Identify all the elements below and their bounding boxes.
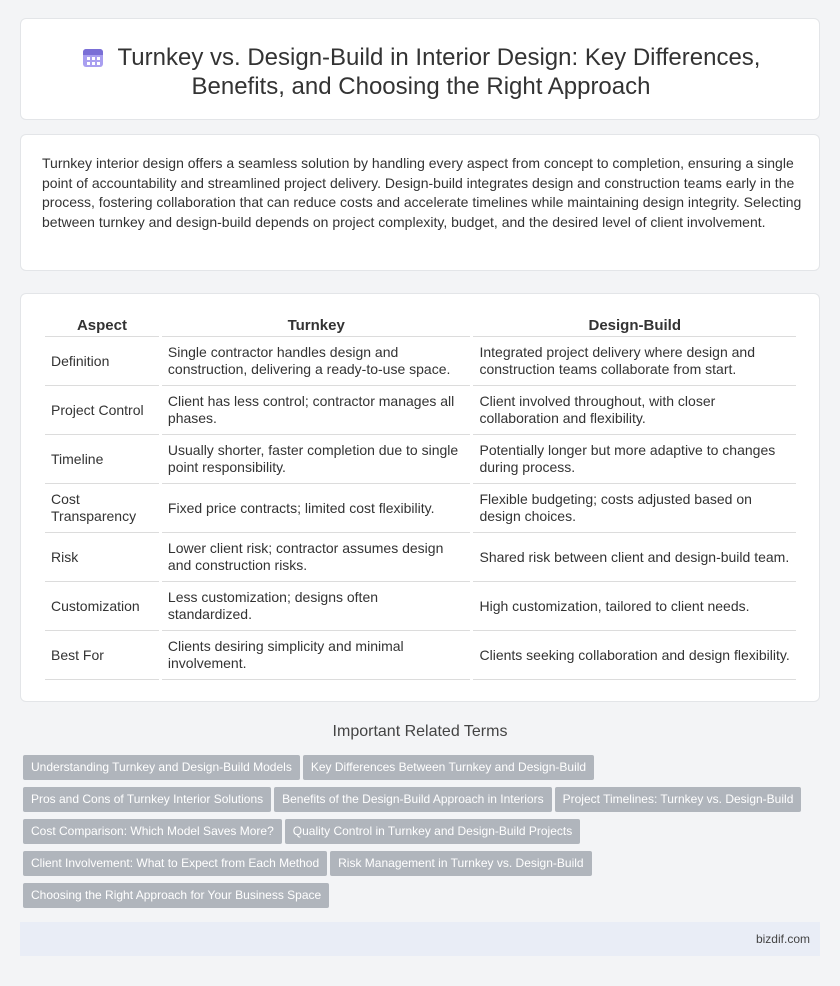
turnkey-cell: Lower client risk; contractor assumes design and construction risks.	[162, 533, 471, 582]
turnkey-cell: Less customization; designs often standardized.	[162, 582, 471, 631]
footer	[20, 922, 820, 956]
related-terms-heading: Important Related Terms	[332, 723, 508, 740]
table-row	[45, 386, 796, 435]
related-term-tag[interactable]: Cost Comparison: Which Model Saves More?	[23, 819, 282, 844]
related-terms-list	[23, 755, 823, 915]
aspect-cell: Timeline	[45, 435, 159, 484]
intro-text: Turnkey interior design offers a seamless solution by handling every aspect from concept to completion, ensuring a single point of accountability and streamlined project delivery. Design-build integrates design and construction teams early in the process, fostering collaboration that can reduce costs and accelerate timelines while maintaining design integrity. Selecting between turnkey and design-build depends on project complexity, budget, and the desired level of client involvement.	[42, 155, 802, 230]
page-title	[21, 43, 821, 101]
aspect-cell: Definition	[45, 337, 159, 386]
table-row	[45, 435, 796, 484]
table-header-row	[45, 315, 796, 337]
comparison-table-card	[20, 293, 820, 702]
intro-card	[20, 134, 820, 271]
related-term-tag[interactable]: Benefits of the Design-Build Approach in Interiors	[274, 787, 551, 812]
related-term-tag[interactable]: Client Involvement: What to Expect from Each Method	[23, 851, 327, 876]
design-build-cell: High customization, tailored to client needs.	[473, 582, 796, 631]
design-build-cell: Shared risk between client and design-build team.	[473, 533, 796, 582]
table-row	[45, 484, 796, 533]
header-aspect: Aspect	[45, 315, 159, 337]
aspect-cell: Best For	[45, 631, 159, 680]
aspect-cell: Project Control	[45, 386, 159, 435]
aspect-cell: Customization	[45, 582, 159, 631]
calendar-icon	[82, 46, 104, 68]
footer-site-link[interactable]: bizdif.com	[755, 932, 810, 946]
turnkey-cell: Usually shorter, faster completion due to single point responsibility.	[162, 435, 471, 484]
related-term-tag[interactable]: Understanding Turnkey and Design-Build Models	[23, 755, 300, 780]
turnkey-cell: Client has less control; contractor manages all phases.	[162, 386, 471, 435]
related-term-tag[interactable]: Quality Control in Turnkey and Design-Build Projects	[285, 819, 580, 844]
design-build-cell: Client involved throughout, with closer collaboration and flexibility.	[473, 386, 796, 435]
design-build-cell: Clients seeking collaboration and design flexibility.	[473, 631, 796, 680]
aspect-cell: Risk	[45, 533, 159, 582]
table-row	[45, 337, 796, 386]
related-term-tag[interactable]: Project Timelines: Turnkey vs. Design-Build	[555, 787, 802, 812]
design-build-cell: Integrated project delivery where design and construction teams collaborate from start.	[473, 337, 796, 386]
header-turnkey: Turnkey	[162, 315, 471, 337]
related-term-tag[interactable]: Pros and Cons of Turnkey Interior Solutions	[23, 787, 271, 812]
title-line-2: Benefits, and Choosing the Right Approach	[191, 73, 651, 100]
aspect-cell: Cost Transparency	[45, 484, 159, 533]
title-line-1: Turnkey vs. Design-Build in Interior Design: Key Differences,	[117, 44, 761, 71]
design-build-cell: Flexible budgeting; costs adjusted based on design choices.	[473, 484, 796, 533]
turnkey-cell: Fixed price contracts; limited cost flexibility.	[162, 484, 471, 533]
table-row	[45, 631, 796, 680]
table-row	[45, 533, 796, 582]
header-card	[20, 18, 820, 120]
turnkey-cell: Clients desiring simplicity and minimal involvement.	[162, 631, 471, 680]
comparison-table	[42, 315, 799, 680]
header-design-build: Design-Build	[473, 315, 796, 337]
related-term-tag[interactable]: Choosing the Right Approach for Your Business Space	[23, 883, 329, 908]
design-build-cell: Potentially longer but more adaptive to changes during process.	[473, 435, 796, 484]
related-term-tag[interactable]: Risk Management in Turnkey vs. Design-Build	[330, 851, 591, 876]
table-row	[45, 582, 796, 631]
turnkey-cell: Single contractor handles design and construction, delivering a ready-to-use space.	[162, 337, 471, 386]
related-term-tag[interactable]: Key Differences Between Turnkey and Design-Build	[303, 755, 594, 780]
